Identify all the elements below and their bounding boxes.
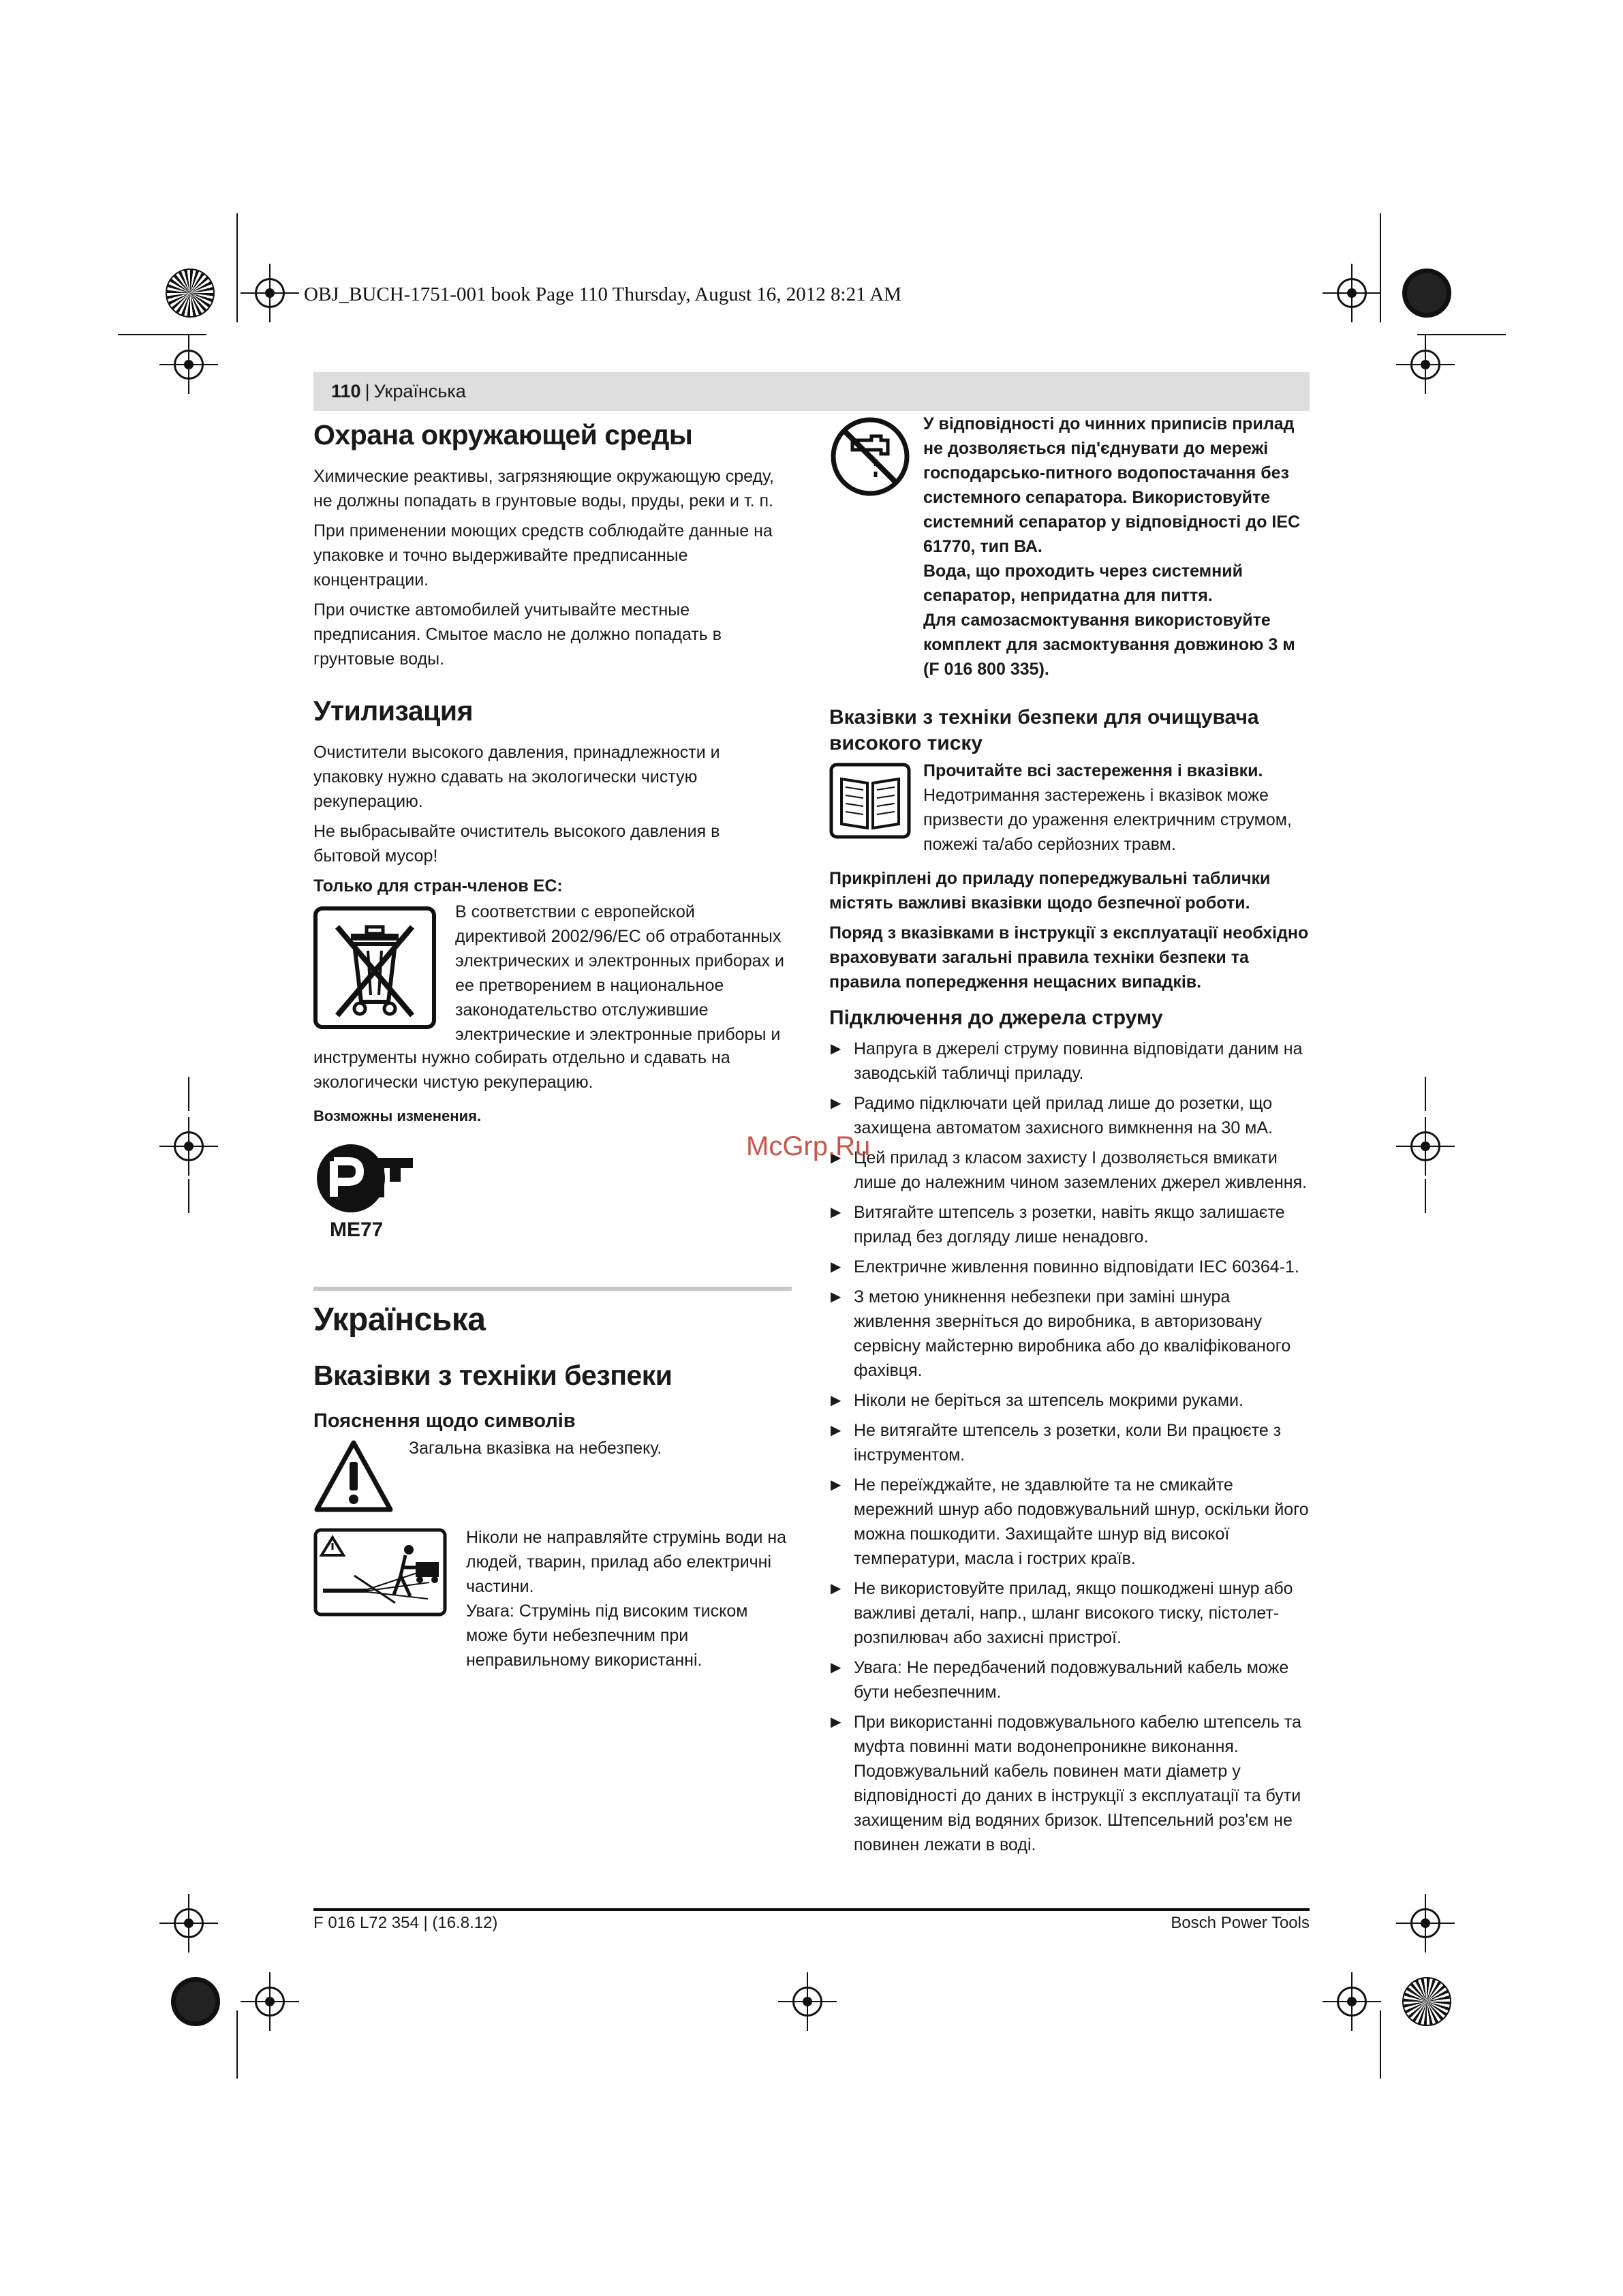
water-supply-text: Вода, що проходить через системний сепаратор, непридатна для пиття.: [923, 562, 1243, 605]
eu-heading: Только для стран-членов ЕС:: [313, 876, 563, 896]
env-title: Охрана окружающей среды: [313, 419, 693, 450]
disposal-para: Не выбрасывайте очиститель высокого давления в бытовой мусор!: [313, 822, 720, 866]
list-item: ▶ Не переїжджайте, не здавлюйте та не смикайте мережний шнур або подовжувальний шнур, оскільки його можна пошкодити. Захищайте шнур від високої температури, масла і гострих країв.: [829, 1473, 1310, 1571]
read-warning-text: Недотримання застережень і вказівок може призвести до ураження електричним струмом, пожежі та/або серйозних травм.: [923, 786, 1292, 854]
crop-mark: [1425, 1179, 1426, 1213]
crosshair-mark: [1410, 1908, 1440, 1938]
disposal-title: Утилизация: [313, 695, 474, 727]
list-item: ▶ Ніколи не беріться за штепсель мокрими руками.: [829, 1388, 1310, 1413]
crop-mark: [236, 2010, 238, 2079]
water-supply-text: У відповідності до чинних приписів прилад не дозволяється під'єднувати до мережі господарсько-питного водопостачання без системного сепаратора. Використовуйте системний сепаратор у відповідності до IEC 61770, тип ВА.: [923, 414, 1301, 556]
header-language: Українська: [373, 381, 466, 401]
footer-brand: Bosch Power Tools: [1171, 1914, 1310, 1932]
warning-triangle-icon: [313, 1439, 394, 1517]
crop-mark: [188, 1179, 189, 1213]
jet-text-1: Ніколи не направляйте струмінь води на людей, тварин, прилад або електричні частини.: [466, 1528, 787, 1597]
rst-code: ME77: [330, 1219, 384, 1242]
hp-safety-para: Поряд з вказівками в інструкції з експлуатації необхідно враховувати загальні правила техніки безпеки та правила попередження нещасних випадків.: [829, 923, 1309, 992]
list-item: ▶ Цей прилад з класом захисту I дозволяється вмикати лише до належним чином заземлених джерел живлення.: [829, 1146, 1310, 1195]
crop-mark: [1417, 334, 1506, 335]
eu-text: В соответствии с европейской директивой 2002/96/ЕС об отработанных электрических и электронных приборах и ее претворением в национальное законодательство отслужившие электрические и электронные приборы и: [455, 902, 784, 1045]
no-drinking-water-connection-icon: [829, 416, 911, 501]
disposal-para: Очистители высокого давления, принадлежности и упаковку нужно сдавать на экологически чистую рекуперацию.: [313, 743, 720, 812]
list-item: ▶ Не використовуйте прилад, якщо пошкоджені шнур або важливі деталі, напр., шланг високого тиску, пістолет-розпилювач або захисні пристрої.: [829, 1576, 1310, 1650]
read-manual-block: [829, 761, 1310, 862]
warning-text: Загальна вказівка на небезпеку.: [409, 1439, 662, 1458]
power-list: [829, 1037, 1310, 1857]
env-para: При очистке автомобилей учитывайте местные предписания. Смытое масло не должно попадать в грунтовые воды.: [313, 600, 722, 669]
registration-star-top-left: [166, 269, 215, 318]
crop-mark: [236, 213, 238, 322]
crossed-bin-icon: [313, 906, 436, 1032]
power-title: Підключення до джерела струму: [829, 1007, 1163, 1029]
jet-block: [313, 1525, 790, 1678]
list-item: ▶ Напруга в джерелі струму повинна відповідати даним на заводській табличці приладу.: [829, 1037, 1310, 1086]
warning-block: [313, 1439, 790, 1517]
crosshair-mark: [1337, 1987, 1367, 2017]
crosshair-mark: [174, 1131, 204, 1161]
read-manual-icon: [829, 763, 911, 842]
hp-safety-title: Вказівки з техніки безпеки для очищувача високого тиску: [829, 706, 1259, 754]
footer-rule: [313, 1908, 1310, 1911]
crop-mark: [118, 334, 206, 335]
list-item: ▶ Увага: Не передбачений подовжувальний кабель може бути небезпечним.: [829, 1655, 1310, 1704]
symbols-title: Пояснення щодо символів: [313, 1410, 576, 1433]
crop-mark: [1380, 2010, 1381, 2079]
page-number: 110: [331, 381, 361, 401]
crop-mark: [188, 1077, 189, 1111]
list-item: ▶ З метою уникнення небезпеки при заміні шнура живлення зверніться до виробника, в авторизовану сервісну майстерню виробника або до кваліфікованого фахівця.: [829, 1285, 1310, 1383]
crosshair-mark: [1410, 1131, 1440, 1161]
water-supply-text: Для самозасмоктування використовуйте комплект для засмоктування довжиною 3 м (F 016 800 335).: [923, 611, 1295, 679]
jet-text-2: Увага: Струмінь під високим тиском може бути небезпечним при неправильному використанні.: [466, 1602, 748, 1670]
footer-doc-code: F 016 L72 354 | (16.8.12): [313, 1914, 498, 1932]
registration-star-bottom-right: [1402, 1977, 1451, 2026]
weee-block: [313, 904, 790, 1052]
env-para: Химические реактивы, загрязняющие окружающую среду, не должны попадать в грунтовые воды, пруды, реки и т. п.: [313, 467, 775, 511]
hp-safety-para: Прикріплені до приладу попереджувальні таблички містять важливі вказівки щодо безпечної роботи.: [829, 869, 1271, 913]
watermark: McGrp.Ru: [746, 1131, 871, 1161]
registration-star-bottom-left: [171, 1977, 220, 2026]
page-header: [313, 372, 1310, 411]
crop-mark: [1380, 213, 1381, 322]
crosshair-mark: [1337, 278, 1367, 308]
changes-note: Возможны изменения.: [313, 1107, 482, 1125]
rst-logo-icon: [313, 1141, 416, 1216]
list-item: ▶ Електричне живлення повинно відповідати IEC 60364-1.: [829, 1255, 1310, 1279]
ukr-title: Українська: [313, 1302, 486, 1338]
right-column: [829, 416, 1310, 1863]
crosshair-mark: [1410, 350, 1440, 380]
list-item: ▶ Витягайте штепсель з розетки, навіть якщо залишаєте прилад без догляду лише ненадовго.: [829, 1200, 1310, 1249]
crosshair-mark: [174, 1908, 204, 1938]
safety-title: Вказівки з техніки безпеки: [313, 1359, 673, 1391]
water-jet-warning-icon: [313, 1528, 447, 1620]
registration-star-top-right: [1402, 269, 1451, 318]
crosshair-mark: [174, 350, 204, 380]
env-para: При применении моющих средств соблюдайте данные на упаковке и точно выдерживайте предписанные концентрации.: [313, 521, 773, 590]
list-item: ▶ При використанні подовжувального кабелю штепсель та муфта повинні мати водонепроникне виконання. Подовжувальний кабель повинен мати діаметр у відповідності до даних в інструкції з експлуатації та бути захищеним від водяних бризок. Штепсельний роз'єм не повинен лежати в воді.: [829, 1710, 1310, 1857]
print-slug: OBJ_BUCH-1751-001 book Page 110 Thursday, August 16, 2012 8:21 AM: [304, 284, 901, 305]
rst-mark: [313, 1141, 790, 1242]
section-divider: [313, 1287, 792, 1291]
crosshair-mark: [255, 278, 285, 308]
list-item: ▶ Радимо підключати цей прилад лише до розетки, що захищена автоматом захисного вимкнення на 30 мА.: [829, 1091, 1310, 1140]
eu-text-continued: инструменты нужно собирать отдельно и сдавать на экологически чистую рекуперацию.: [313, 1048, 730, 1092]
read-warning-bold: Прочитайте всі застереження і вказівки.: [923, 761, 1263, 780]
crosshair-mark: [255, 1987, 285, 2017]
crop-mark: [1425, 1077, 1426, 1111]
list-item: ▶ Не витягайте штепсель з розетки, коли Ви працюєте з інструментом.: [829, 1418, 1310, 1467]
crosshair-mark: [792, 1987, 822, 2017]
water-supply-block: [829, 416, 1310, 687]
left-column: [313, 416, 790, 1678]
header-separator: |: [365, 381, 370, 401]
